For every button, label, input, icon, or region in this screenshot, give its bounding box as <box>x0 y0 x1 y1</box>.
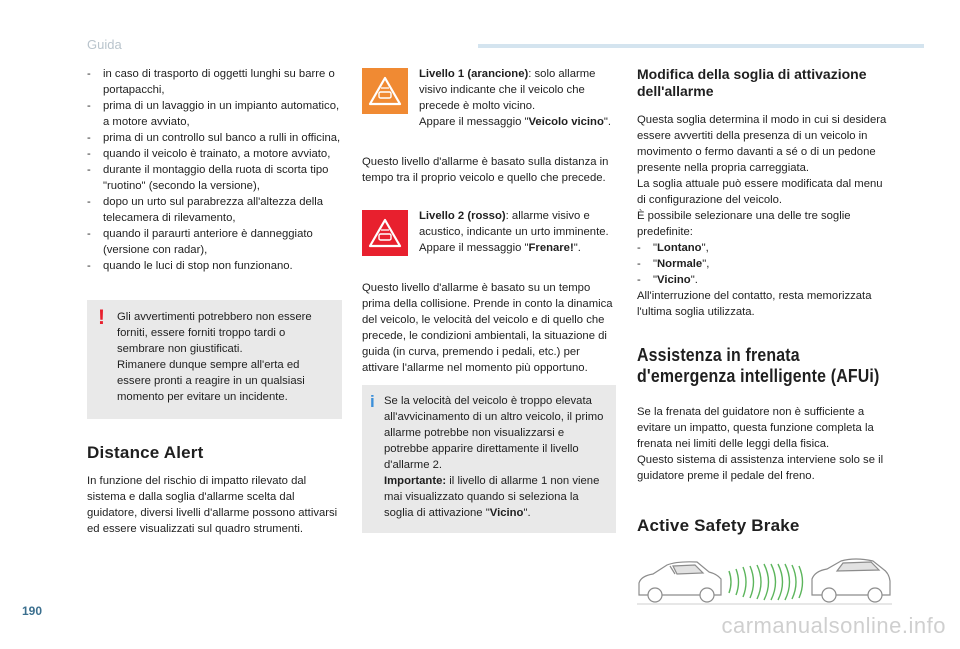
column-right <box>637 66 892 614</box>
list-item: - "Vicino". <box>637 272 892 288</box>
alert-level-1 <box>362 66 616 130</box>
warning-text: Gli avvertimenti potrebbero non essere forniti, essere forniti troppo tardi o sembrare non giustificati. <box>117 311 312 355</box>
threshold-title: Modifica della soglia di attivazione dell'allarme <box>637 66 867 99</box>
list-item: - dopo un urto sul parabrezza all'altezza della telecamera di rilevamento, <box>87 194 342 226</box>
option-suffix: ", <box>701 242 709 254</box>
distance-alert-text: In funzione del rischio di impatto rilevato dal sistema e dalla soglia d'allarme scelta dal guidatore, diversi livelli d'allarme possono attivarsi ed essere visualizzati sul quadro strumenti. <box>87 475 338 535</box>
level-2-msg-prefix: Appare il messaggio " <box>419 242 529 254</box>
car-detection-illustration <box>637 549 892 609</box>
warning-text: Rimanere dunque sempre all'erta ed essere pronti a reagire in un qualsiasi momento per evitare un incidente. <box>117 359 305 403</box>
exclamation-icon: ! <box>98 306 105 329</box>
threshold-text: All'interruzione del contatto, resta memorizzata l'ultima soglia utilizzata. <box>637 290 872 318</box>
level-1-explanation: Questo livello d'allarme è basato sulla distanza in tempo tra il proprio veicolo e quello che precede. <box>362 156 609 184</box>
distance-alert-title: Distance Alert <box>87 443 204 462</box>
level-2-msg-suffix: ". <box>573 242 581 254</box>
option-vicino: Vicino <box>657 274 691 286</box>
level-2-text: : allarme visivo e acustico, indicante un urto imminente. <box>419 210 609 238</box>
info-text: Se la velocità del veicolo è troppo elevata all'avvicinamento di un altro veicolo, il primo allarme potrebbe non visualizzarsi e potrebbe apparire direttamente il livello d'allarme 2. <box>384 395 604 471</box>
list-item: - in caso di trasporto di oggetti lunghi su barre o portapacchi, <box>87 66 342 98</box>
collision-warning-red-icon <box>362 210 408 256</box>
threshold-text: Questa soglia determina il modo in cui si desidera essere avvertiti della presenza di un veicolo in movimento o fermo davanti a sé o di un pedone presente nella propria carreggiata. <box>637 114 887 174</box>
important-label: Importante: <box>384 475 447 487</box>
level-1-label: Livello 1 (arancione) <box>419 68 529 80</box>
warning-box <box>87 300 342 419</box>
threshold-options <box>637 240 892 288</box>
option-suffix: ", <box>702 258 710 270</box>
watermark: carmanualsonline.info <box>721 613 946 638</box>
header-section-label: Guida <box>87 37 122 52</box>
list-item: - prima di un lavaggio in un impianto automatico, a motore avviato, <box>87 98 342 130</box>
list-item: - quando il paraurti anteriore è danneggiato (versione con radar), <box>87 226 342 258</box>
important-suffix: ". <box>523 507 531 519</box>
page-number: 190 <box>22 604 43 618</box>
level-2-label: Livello 2 (rosso) <box>419 210 506 222</box>
list-item: - durante il montaggio della ruota di scorta tipo "ruotino" (secondo la versione), <box>87 162 342 194</box>
column-middle <box>362 66 616 533</box>
option-normale: Normale <box>657 258 703 270</box>
level-1-message: Veicolo vicino <box>528 116 604 128</box>
list-item: - prima di un controllo sul banco a rulli in officina, <box>87 130 342 146</box>
active-safety-brake-title: Active Safety Brake <box>637 516 800 535</box>
list-item: - "Normale", <box>637 256 892 272</box>
header-rule <box>478 44 924 48</box>
threshold-text: È possibile selezionare una delle tre soglie predefinite: <box>637 210 851 238</box>
option-suffix: ". <box>690 274 698 286</box>
list-item: - quando il veicolo è trainato, a motore avviato, <box>87 146 342 162</box>
info-icon: i <box>370 392 375 411</box>
afu-title-line: Assistenza in frenata <box>637 344 800 365</box>
important-text: il livello di allarme 1 non viene mai visualizzato quando si seleziona la soglia di attivazione " <box>384 475 600 519</box>
list-item: - "Lontano", <box>637 240 892 256</box>
column-left <box>87 66 342 537</box>
threshold-text: La soglia attuale può essere modificata dal menu di configurazione del veicolo. <box>637 178 883 206</box>
important-value: Vicino <box>489 507 524 519</box>
level-2-explanation: Questo livello d'allarme è basato su un tempo prima della collisione. Prende in conto la dinamica del veicolo, le velocità del veicolo e di quello che precede, le condizioni ambientali, la situazione di guida (in curva, premendo i pedali, etc.) per attivare l'allarme nel momento più opportuno. <box>362 282 613 374</box>
afu-text: Questo sistema di assistenza interviene solo se il guidatore preme il pedale del freno. <box>637 454 884 482</box>
level-1-text: : solo allarme visivo indicante che il veicolo che precede è molto vicino. <box>419 68 596 112</box>
afu-title <box>637 344 892 386</box>
option-lontano: Lontano <box>657 242 702 254</box>
collision-warning-orange-icon <box>362 68 408 114</box>
level-2-message: Frenare! <box>528 242 574 254</box>
list-item: - quando le luci di stop non funzionano. <box>87 258 342 274</box>
level-1-msg-prefix: Appare il messaggio " <box>419 116 529 128</box>
conditions-list <box>87 66 342 274</box>
afu-text: Se la frenata del guidatore non è sufficiente a evitare un impatto, questa funzione completa la frenata nei limiti delle leggi della fisica. <box>637 406 874 450</box>
alert-level-2 <box>362 208 616 256</box>
afu-title-line: d'emergenza intelligente (AFUi) <box>637 365 880 386</box>
level-1-msg-suffix: ". <box>603 116 612 128</box>
info-box <box>362 385 616 533</box>
